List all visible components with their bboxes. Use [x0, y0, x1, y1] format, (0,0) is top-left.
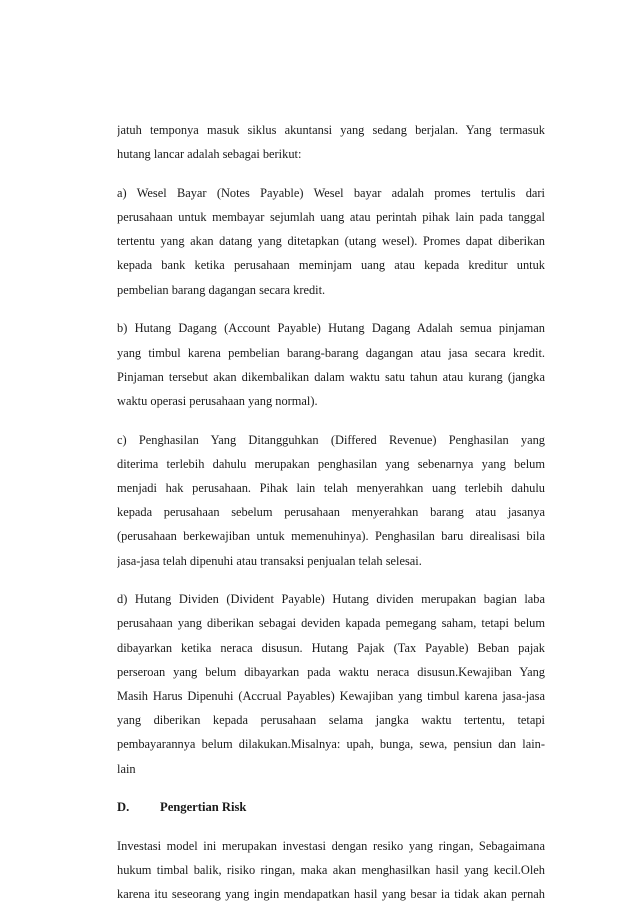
- text-line: Masih Harus Dipenuhi (Accrual Payables) Kewajiban yang timbul karena jasa-jasa: [117, 688, 545, 703]
- text-line: karena itu seseorang yang ingin mendapatkan hasil yang besar ia tidak akan pernah: [117, 887, 545, 902]
- text-line: perusahaan untuk membayar sejumlah uang atau perintah pihak lain pada tanggal: [117, 210, 545, 225]
- text-line: jasa-jasa telah dipenuhi atau transaksi penjualan telah selesai.: [117, 553, 422, 568]
- paragraph-item-c: [117, 428, 545, 573]
- text-line: yang timbul karena pembelian barang-barang dagangan atau jasa secara kredit.: [117, 345, 545, 360]
- section-title: Pengertian Risk: [160, 800, 247, 815]
- paragraph-item-b: [117, 316, 545, 413]
- text-line: Pinjaman tersebut akan dikembalikan dalam waktu satu tahun atau kurang (jangka: [117, 369, 545, 384]
- text-line: hukum timbal balik, risiko ringan, maka akan menghasilkan hasil yang kecil.Oleh: [117, 863, 545, 878]
- text-line: jatuh temponya masuk siklus akuntansi yang sedang berjalan. Yang termasuk: [117, 123, 545, 137]
- text-line: yang diberikan kepada perusahaan selama jangka waktu tertentu, tetapi: [117, 713, 545, 728]
- paragraph-item-a: [117, 181, 545, 302]
- text-line: waktu operasi perusahaan yang normal).: [117, 393, 318, 408]
- text-line: menjadi hak perusahaan. Pihak lain telah menyerahkan uang terlebih dahulu: [117, 480, 545, 495]
- text-line: pembayarannya belum dilakukan.Misalnya: upah, bunga, sewa, pensiun dan lain-: [117, 737, 545, 752]
- text-line: perseroan yang belum dibayarkan pada waktu neraca disusun.Kewajiban Yang: [117, 664, 545, 679]
- document-page: [117, 118, 545, 906]
- text-line: pembelian barang dagangan secara kredit.: [117, 282, 326, 297]
- text-line: b) Hutang Dagang (Account Payable) Hutang Dagang Adalah semua pinjaman: [117, 321, 545, 336]
- text-line: Investasi model ini merupakan investasi dengan resiko yang ringan, Sebagaimana: [117, 838, 545, 853]
- text-line: dibayarkan ketika neraca disusun. Hutang Pajak (Tax Payable) Beban pajak: [117, 640, 545, 655]
- text-line: c) Penghasilan Yang Ditangguhkan (Differed Revenue) Penghasilan yang: [117, 432, 545, 447]
- text-line: kepada bank ketika perusahaan meminjam uang atau kepada kreditur untuk: [117, 258, 545, 273]
- text-line: lain: [117, 761, 136, 776]
- text-line: diterima terlebih dahulu merupakan penghasilan yang sebenarnya yang belum: [117, 456, 545, 471]
- text-line: perusahaan yang diberikan sebagai deviden kapada pemegang saham, tetapi belum: [117, 616, 545, 631]
- text-line: d) Hutang Dividen (Divident Payable) Hutang dividen merupakan bagian laba: [117, 592, 545, 607]
- text-line: a) Wesel Bayar (Notes Payable) Wesel bayar adalah promes tertulis dari: [117, 185, 545, 200]
- section-heading: [117, 795, 545, 819]
- paragraph-risk: [117, 834, 545, 906]
- text-line: tertentu yang akan datang yang ditetapkan (utang wesel). Promes dapat diberikan: [117, 234, 545, 249]
- section-number: D.: [117, 800, 130, 815]
- text-line: kepada perusahaan sebelum perusahaan menyerahkan barang atau jasanya: [117, 505, 545, 520]
- paragraph-intro: [117, 118, 545, 166]
- text-line: hutang lancar adalah sebagai berikut:: [117, 147, 302, 162]
- text-line: (perusahaan berkewajiban untuk memenuhinya). Penghasilan baru direalisasi bila: [117, 529, 545, 544]
- paragraph-item-d: [117, 587, 545, 781]
